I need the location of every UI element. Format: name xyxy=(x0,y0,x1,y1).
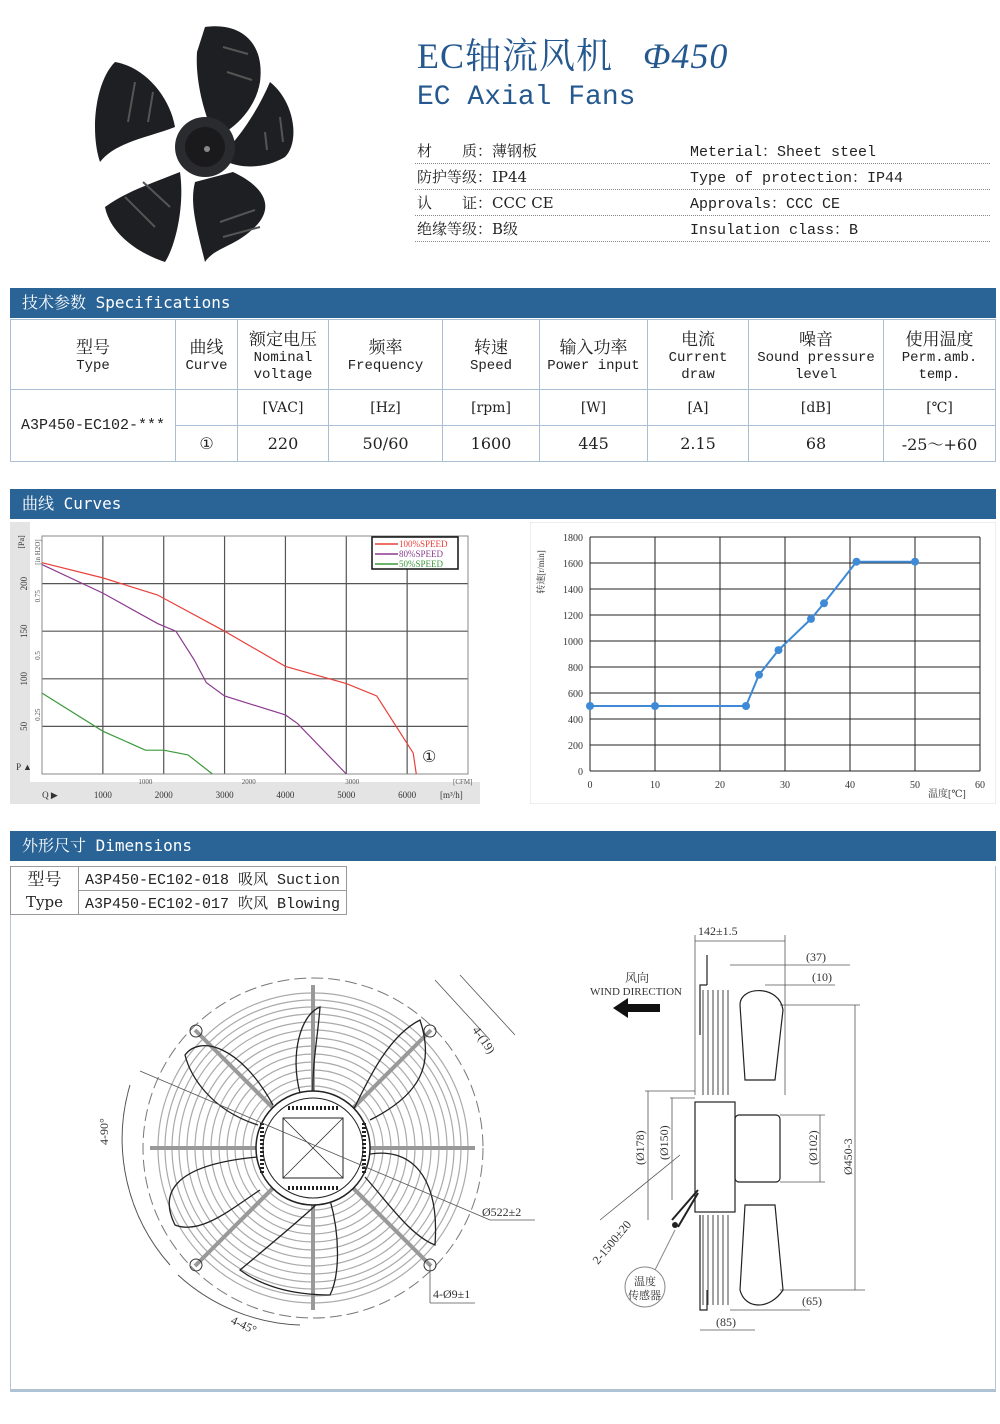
d37-label: (37) xyxy=(806,950,826,964)
depth-label: 142±1.5 xyxy=(698,924,738,938)
wind-cn-label: 风向 xyxy=(625,971,650,985)
property-row: 绝缘等级：B级 Insulation class：B xyxy=(415,216,990,242)
speed-cell: 1600 xyxy=(443,426,540,462)
x-tick-label: 0 xyxy=(587,780,593,791)
column-header-sound: 噪音 Sound pressure level xyxy=(749,320,884,390)
sensor-label-2: 传感器 xyxy=(628,1290,661,1302)
frequency-cell: 50/60 xyxy=(329,426,443,462)
d102-label: (Ø102) xyxy=(806,1130,820,1165)
units-row xyxy=(11,390,996,426)
d10-label: (10) xyxy=(812,970,832,984)
fan-blade xyxy=(105,172,181,262)
motor-body xyxy=(695,1102,735,1212)
data-point xyxy=(853,558,861,566)
x-tick-label: 50 xyxy=(910,780,920,791)
x-tick-label: 6000 xyxy=(398,790,417,800)
x-tick-label: 10 xyxy=(650,780,660,791)
y-tick-label: 200 xyxy=(568,741,583,752)
property-list xyxy=(415,138,990,242)
y-tick-label: 200 xyxy=(19,576,29,591)
blade-top xyxy=(740,991,783,1080)
model-blowing: A3P450-EC102-017 吹风 Blowing xyxy=(79,891,347,915)
type-label: 型号 Type xyxy=(11,867,79,915)
data-point xyxy=(651,702,659,710)
property-row: 认 证：CCC CE Approvals：CCC CE xyxy=(415,190,990,216)
data-point xyxy=(586,702,594,710)
d178-label: (Ø178) xyxy=(633,1130,647,1165)
side-view-drawing xyxy=(580,915,880,1350)
model-suction: A3P450-EC102-018 吸风 Suction xyxy=(79,867,347,891)
y-tick-label: 1200 xyxy=(563,611,583,622)
d150-label: (Ø150) xyxy=(657,1125,671,1160)
y2-tick-label: 0.25 xyxy=(34,708,42,721)
legend-label: 80%SPEED xyxy=(399,549,444,559)
unit-cell: [℃] xyxy=(884,390,996,426)
specifications-header: 技术参数 Specifications xyxy=(10,288,996,318)
y-tick-label: 50 xyxy=(19,721,29,731)
x-axis-label: 温度[℃] xyxy=(928,789,966,800)
column-header-voltage: 额定电压 Nominal voltage xyxy=(238,320,329,390)
data-point xyxy=(820,599,828,607)
curves-header: 曲线 Curves xyxy=(10,489,996,519)
y2-axis-label: [in H2O] xyxy=(34,539,42,565)
wind-en-label: WIND DIRECTION xyxy=(590,986,682,998)
fan-blade xyxy=(95,62,175,162)
column-header-frequency: 频率 Frequency xyxy=(329,320,443,390)
unit-cell xyxy=(176,390,238,426)
y-tick-label: 600 xyxy=(568,689,583,700)
x-tick-label: 3000 xyxy=(215,790,234,800)
d450-label: Ø450-3 xyxy=(841,1138,855,1175)
data-point xyxy=(807,615,815,623)
x-tick-label: 40 xyxy=(845,780,855,791)
x-tick-label: 1000 xyxy=(93,790,112,800)
y-tick-label: 100 xyxy=(19,672,29,686)
column-header-temp: 使用温度 Perm.amb. temp. xyxy=(884,320,996,390)
column-header-current: 电流 Current draw xyxy=(648,320,749,390)
y-axis-label: 转速[r/min] xyxy=(536,550,546,594)
d65-label: (65) xyxy=(802,1294,822,1308)
temp-cell: -25～+60 xyxy=(884,426,996,462)
chart-legend xyxy=(372,537,458,569)
specifications-table xyxy=(10,319,996,462)
y-tick-label: 1400 xyxy=(563,585,583,596)
y-tick-label: 1000 xyxy=(563,637,583,648)
x-tick-label: 4000 xyxy=(276,790,295,800)
front-view-drawing xyxy=(90,965,535,1355)
unit-cell: [Hz] xyxy=(329,390,443,426)
data-point xyxy=(911,558,919,566)
power-cell: 445 xyxy=(540,426,648,462)
unit-cell: [rpm] xyxy=(443,390,540,426)
page-subtitle: EC Axial Fans xyxy=(417,82,636,113)
x-tick-label: 20 xyxy=(715,780,725,791)
curve-cell: ① xyxy=(176,426,238,462)
x-axis-label: Q ▶ xyxy=(42,790,58,800)
y2-tick-label: 0.75 xyxy=(34,590,42,603)
x2-axis-label: [CFM] xyxy=(453,778,473,786)
model-type-cell: A3P450-EC102-*** xyxy=(11,390,176,462)
y-axis-unit: [Pa] xyxy=(17,535,26,549)
x-tick-label: 5000 xyxy=(337,790,356,800)
wind-direction-arrow xyxy=(613,998,660,1018)
y-tick-label: 1600 xyxy=(563,559,583,570)
y-axis-label: P ▲ xyxy=(16,762,32,772)
x-tick-label: 30 xyxy=(780,780,790,791)
temperature-speed-chart xyxy=(530,522,996,804)
x-tick-label: 2000 xyxy=(154,790,173,800)
unit-cell: [A] xyxy=(648,390,749,426)
d85-label: (85) xyxy=(716,1315,736,1329)
unit-cell: [dB] xyxy=(749,390,884,426)
column-header-speed: 转速 Speed xyxy=(443,320,540,390)
hole-label: 4-Ø9±1 xyxy=(433,1287,471,1301)
column-header-power: 输入功率 Power input xyxy=(540,320,648,390)
legend-label: 50%SPEED xyxy=(399,559,444,569)
curve-annotation: ① xyxy=(422,749,437,766)
fan-photo xyxy=(55,22,325,277)
unit-cell: [W] xyxy=(540,390,648,426)
model-type-table xyxy=(10,866,347,915)
y-tick-label: 800 xyxy=(568,663,583,674)
sensor-label-1: 温度 xyxy=(634,1276,656,1288)
chart-background xyxy=(530,522,996,804)
airflow-pressure-chart xyxy=(10,522,480,804)
x-axis-unit: [m³/h] xyxy=(440,790,463,800)
angle-90-label: 4-90° xyxy=(97,1118,111,1145)
x2-tick-label: 1000 xyxy=(138,778,153,786)
y2-tick-label: 0.5 xyxy=(34,651,42,660)
fan-blade xyxy=(193,172,265,262)
y-tick-label: 1800 xyxy=(563,533,583,544)
y-tick-label: 0 xyxy=(578,767,583,778)
diameter-label: Ø522±2 xyxy=(482,1205,522,1219)
blade-bottom xyxy=(740,1205,783,1305)
data-point xyxy=(742,702,750,710)
x-tick-label: 60 xyxy=(975,780,985,791)
x2-tick-label: 2000 xyxy=(241,778,256,786)
cable-length-label: 2-1500±20 xyxy=(589,1217,635,1267)
column-header-type: 型号 Type xyxy=(11,320,176,390)
current-cell: 2.15 xyxy=(648,426,749,462)
angle-45-label: 4-45° xyxy=(228,1313,259,1338)
slot-label: 4-(19) xyxy=(469,1023,499,1057)
dimensions-header: 外形尺寸 Dimensions xyxy=(10,831,996,861)
data-point xyxy=(775,646,783,654)
unit-cell: [VAC] xyxy=(238,390,329,426)
y-tick-label: 150 xyxy=(19,624,29,638)
property-row: 材 质：薄钢板 Meterial：Sheet steel xyxy=(415,138,990,164)
page-title: EC轴流风机 Φ450 xyxy=(417,36,729,76)
column-header-curve: 曲线 Curve xyxy=(176,320,238,390)
property-row: 防护等级：IP44 Type of protection：IP44 xyxy=(415,164,990,190)
legend-label: 100%SPEED xyxy=(399,539,448,549)
table-header-row xyxy=(11,320,996,390)
x2-tick-label: 3000 xyxy=(345,778,360,786)
sound-cell: 68 xyxy=(749,426,884,462)
y-tick-label: 400 xyxy=(568,715,583,726)
voltage-cell: 220 xyxy=(238,426,329,462)
data-point xyxy=(755,671,763,679)
